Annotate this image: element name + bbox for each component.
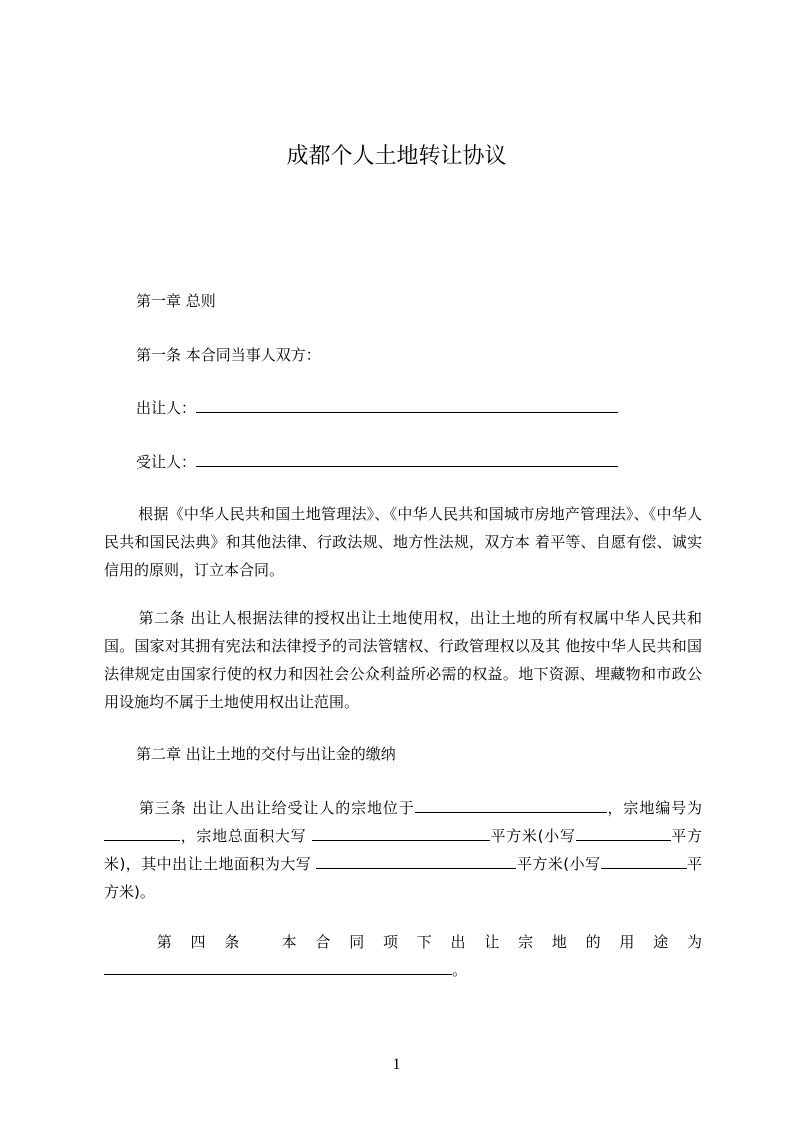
parcel-location-blank	[415, 798, 607, 813]
article-2-paragraph	[104, 604, 702, 716]
chapter-heading-general: 第一章 总则	[136, 292, 216, 310]
transferee-blank	[196, 452, 618, 467]
article-3-text-4: 平方米(小写	[489, 827, 576, 845]
land-use-blank	[104, 960, 452, 975]
transferor-blank	[196, 398, 618, 413]
article-4-paragraph	[104, 928, 702, 984]
transferor-line	[136, 398, 618, 418]
article-3-text-2: ，宗地编号为	[606, 799, 702, 817]
transferor-label: 出让人：	[136, 399, 197, 417]
transferee-label: 受让人：	[136, 453, 197, 471]
article-3-paragraph	[104, 794, 702, 906]
document-title: 成都个人土地转让协议	[286, 144, 507, 169]
chapter-heading-delivery: 第二章 出让土地的交付与出让金的缴纳	[136, 745, 396, 763]
transfer-area-words-blank	[316, 854, 516, 869]
article-3-text-1: 第三条 出让人出让给受让人的宗地位于	[138, 799, 415, 817]
basis-paragraph	[104, 500, 702, 584]
article-3-text-3: ，宗地总面积大写	[180, 827, 312, 845]
page-number: 1	[392, 1056, 401, 1073]
article-4-text-2: 。	[452, 961, 468, 979]
article-3-text-7: 平方米)。	[104, 855, 703, 901]
article-3-text-6: 平方米(小写	[516, 855, 601, 873]
total-area-digits-blank	[576, 826, 671, 841]
basis-text: 根据《中华人民共和国土地管理法》、《中华人民共和国城市房地产管理法》、《中华人民共和国民法典》和其他法律、行政法规、地方性法规，双方本 着平等、自愿有偿、诚实信用的原则，订立本合同。	[104, 505, 702, 579]
total-area-words-blank	[312, 826, 490, 841]
transferee-line	[136, 452, 618, 472]
parcel-number-blank	[104, 826, 180, 841]
article-3-text-5: 平方米)，其中出让土地面积为大写	[104, 827, 702, 873]
article-4-text-1: 第四条 本合同项下出让宗地的用途为	[138, 933, 702, 951]
transfer-area-digits-blank	[601, 854, 687, 869]
article-1-heading: 第一条 本合同当事人双方：	[136, 346, 321, 364]
article-2-text: 第二条 出让人根据法律的授权出让土地使用权，出让土地的所有权属中华人民共和国。国家对其拥有宪法和法律授予的司法管辖权、行政管理权以及其 他按中华人民共和国法律规定由国家行使的权力和因社会公众利益所必需的权益。地下资源、埋藏物和市政公用设施均不属于土地使用权出让范围。	[104, 609, 702, 711]
